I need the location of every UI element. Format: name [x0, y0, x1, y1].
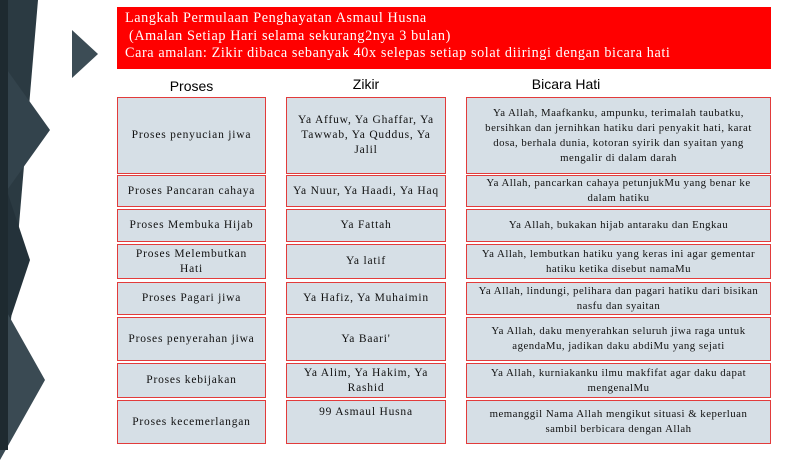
column-header-bicara-hati: Bicara Hati — [531, 76, 601, 92]
table-cell-proses: Proses Pagari jiwa — [117, 282, 266, 315]
table-cell-zikir: 99 Asmaul Husna — [286, 400, 446, 444]
table-cell-zikir: Ya Affuw, Ya Ghaffar, Ya Tawwab, Ya Quddus, Ya Jalil — [286, 97, 446, 174]
table-cell-bicara-hati: memanggil Nama Allah mengikut situasi & keperluan sambil berbicara dengan Allah — [466, 400, 771, 444]
table-cell-proses: Proses penyucian jiwa — [117, 97, 266, 174]
table-cell-proses: Proses penyerahan jiwa — [117, 317, 266, 361]
table-cell-proses: Proses Membuka Hijab — [117, 209, 266, 242]
table-cell-zikir: Ya Baari' — [286, 317, 446, 361]
table-cell-zikir: Ya Fattah — [286, 209, 446, 242]
table-cell-proses: Proses Pancaran cahaya — [117, 175, 266, 207]
chevron-right-icon — [72, 30, 98, 78]
table-cell-zikir: Ya Nuur, Ya Haadi, Ya Haq — [286, 175, 446, 207]
column-header-proses: Proses — [169, 78, 214, 94]
table-cell-zikir: Ya Hafiz, Ya Muhaimin — [286, 282, 446, 315]
table-cell-proses: Proses kecemerlangan — [117, 400, 266, 444]
slide-decoration-band — [0, 0, 8, 450]
table-cell-zikir: Ya latif — [286, 244, 446, 279]
title-line-2: (Amalan Setiap Hari selama sekurang2nya 3 bulan) — [129, 27, 451, 44]
title-line-3: Cara amalan: Zikir dibaca sebanyak 40x selepas setiap solat diiringi dengan bicara hati — [125, 45, 671, 61]
title-line-1: Langkah Permulaan Penghayatan Asmaul Husna — [125, 10, 427, 26]
table-cell-bicara-hati: Ya Allah, pancarkan cahaya petunjukMu yang benar ke dalam hatiku — [466, 175, 771, 207]
table-cell-proses: Proses kebijakan — [117, 363, 266, 398]
table-cell-bicara-hati: Ya Allah, bukakan hijab antaraku dan Engkau — [466, 209, 771, 242]
table-cell-bicara-hati: Ya Allah, lembutkan hatiku yang keras ini agar gementar hatiku ketika disebut namaMu — [466, 244, 771, 279]
column-header-zikir: Zikir — [352, 76, 380, 92]
table-cell-bicara-hati: Ya Allah, daku menyerahkan seluruh jiwa raga untuk agendaMu, jadikan daku abdiMu yang sejati — [466, 317, 771, 361]
table-cell-zikir: Ya Alim, Ya Hakim, Ya Rashid — [286, 363, 446, 398]
table-cell-bicara-hati: Ya Allah, Maafkanku, ampunku, terimalah taubatku, bersihkan dan jernihkan hatiku dari penyakit hati, karat dosa, berhala dunia, kotoran syirik dan syaitan yang mengalir di dalam darah — [466, 97, 771, 174]
table-cell-proses: Proses Melembutkan Hati — [117, 244, 266, 279]
table-cell-bicara-hati: Ya Allah, kurniakanku ilmu makfifat agar daku dapat mengenalMu — [466, 363, 771, 398]
title-banner — [117, 7, 771, 69]
table-cell-bicara-hati: Ya Allah, lindungi, pelihara dan pagari hatiku dari bisikan nasfu dan syaitan — [466, 282, 771, 315]
